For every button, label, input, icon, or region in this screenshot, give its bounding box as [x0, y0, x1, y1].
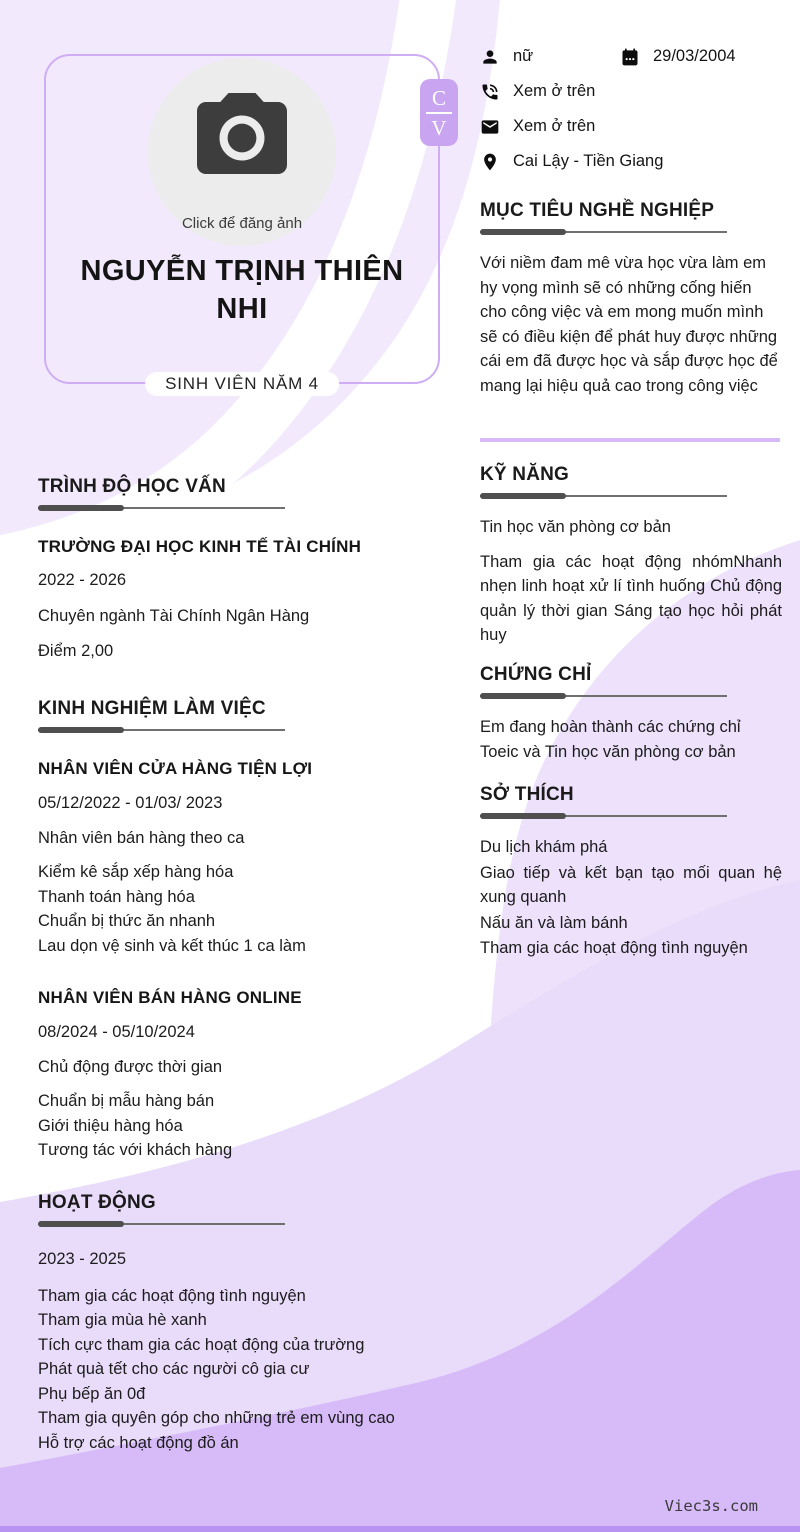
job-duty: Chuẩn bị mẫu hàng bán: [38, 1092, 215, 1110]
section-rule: [480, 493, 727, 499]
section-activities: [38, 1192, 428, 1455]
section-experience: [38, 698, 428, 1163]
photo-caption: Click để đăng ảnh: [181, 215, 303, 232]
job-period: 05/12/2022 - 01/03/ 2023: [38, 794, 223, 812]
section-title-experience: KINH NGHIỆM LÀM VIỆC: [38, 698, 266, 719]
job-duty-list: [38, 1089, 428, 1163]
hobby-list: [480, 835, 782, 961]
education-period: 2022 - 2026: [38, 571, 127, 589]
address-value: Cai Lậy - Tiền Giang: [513, 152, 664, 170]
section-title-certificates: CHỨNG CHỈ: [480, 664, 592, 685]
job-role: NHÂN VIÊN BÁN HÀNG ONLINE: [38, 988, 302, 1007]
job-entry: [38, 759, 428, 958]
activities-period: 2023 - 2025: [38, 1250, 127, 1268]
contact-row-address: [480, 151, 782, 172]
job-period: 08/2024 - 05/10/2024: [38, 1023, 195, 1041]
email-value: Xem ở trên: [513, 117, 596, 135]
cv-badge-letter-v: V: [431, 115, 447, 140]
section-rule: [480, 229, 727, 235]
education-gpa: Điểm 2,00: [38, 642, 114, 660]
hobby-item: Nấu ăn và làm bánh: [480, 913, 628, 932]
job-summary: Chủ động được thời gian: [38, 1057, 223, 1076]
job-duty: Chuẩn bị thức ăn nhanh: [38, 912, 216, 930]
section-rule: [38, 727, 285, 733]
profile-card: [44, 54, 447, 393]
job-entry: [38, 988, 428, 1163]
location-pin-icon: [480, 152, 500, 172]
section-rule: [38, 1221, 285, 1227]
activity-list: [38, 1284, 428, 1456]
contact-row-email: [480, 116, 782, 137]
contact-row-phone: [480, 81, 782, 102]
cv-badge-letter-c: C: [431, 85, 446, 110]
birthday-cell: [620, 47, 736, 67]
hobby-item: Giao tiếp và kết bạn tạo mối quan hệ xung quanh: [480, 863, 782, 906]
section-title-skills: KỸ NĂNG: [480, 464, 570, 485]
section-title-education: TRÌNH ĐỘ HỌC VẤN: [38, 476, 226, 497]
job-duty: Tương tác với khách hàng: [38, 1141, 233, 1159]
section-objective: [480, 200, 782, 398]
section-education: [38, 476, 428, 664]
skill-item: Tin học văn phòng cơ bản: [480, 518, 671, 536]
job-role: NHÂN VIÊN CỬA HÀNG TIỆN LỢI: [38, 759, 313, 778]
calendar-icon: [620, 47, 640, 67]
contact-info: [480, 46, 782, 172]
section-title-objective: MỤC TIÊU NGHỀ NGHIỆP: [480, 200, 715, 221]
section-title-activities: HOẠT ĐỘNG: [38, 1192, 156, 1213]
section-skills: [480, 464, 782, 648]
activity-item: Tham gia mùa hè xanh: [38, 1311, 207, 1329]
cv-badge-divider: [426, 112, 452, 114]
job-duty: Giới thiệu hàng hóa: [38, 1116, 183, 1135]
camera-icon: [188, 84, 296, 192]
section-title-hobbies: SỞ THÍCH: [480, 784, 574, 805]
job-duty: Kiểm kê sắp xếp hàng hóa: [38, 863, 234, 881]
section-rule: [480, 693, 727, 699]
birthday-value: 29/03/2004: [653, 47, 736, 65]
job-summary: Nhân viên bán hàng theo ca: [38, 828, 245, 847]
certificate-text: Em đang hoàn thành các chứng chỉ Toeic và Tin học văn phòng cơ bản: [480, 718, 741, 761]
section-certificates: [480, 664, 782, 764]
activity-item: Phụ bếp ăn 0đ: [38, 1384, 146, 1403]
activity-item: Tham gia các hoạt động tình nguyện: [38, 1286, 306, 1305]
photo-upload-placeholder[interactable]: [148, 58, 336, 246]
brand-watermark: Viec3s.com: [664, 1497, 758, 1515]
job-duty: Lau dọn vệ sinh và kết thúc 1 ca làm: [38, 936, 306, 955]
email-icon: [480, 117, 500, 137]
gender-value: nữ: [513, 47, 534, 65]
contact-row-gender-birthday: [480, 46, 782, 67]
hobby-item: Tham gia các hoạt động tình nguyện: [480, 939, 748, 957]
phone-value: Xem ở trên: [513, 82, 596, 100]
candidate-name: NGUYỄN TRỊNH THIÊN NHI: [80, 255, 404, 325]
job-duty-list: [38, 860, 428, 958]
skill-item: Tham gia các hoạt động nhómNhanh nhẹn linh hoạt xử lí tình huống Chủ động quản lý thời gian Sáng tạo học hỏi phát huy: [480, 552, 782, 644]
activity-item: Tham gia quyên góp cho những trẻ em vùng cao: [38, 1409, 395, 1427]
activity-item: Tích cực tham gia các hoạt động của trường: [38, 1335, 365, 1354]
activity-item: Phát quà tết cho các người cô gia cư: [38, 1360, 310, 1378]
cv-badge: [420, 79, 458, 146]
hobby-item: Du lịch khám phá: [480, 838, 608, 856]
section-divider: [480, 438, 780, 442]
objective-text: Với niềm đam mê vừa học vừa làm em hy vọng mình sẽ có những cống hiến cho công việc và em mong muốn mình sẽ có điều kiện để phát huy được những cái em đã được học và sắp được học để mang lại hiệu quả cao trong công việc: [480, 254, 778, 395]
activity-item: Hỗ trợ các hoạt động đồ án: [38, 1433, 239, 1452]
school-name: TRƯỜNG ĐẠI HỌC KINH TẾ TÀI CHÍNH: [38, 537, 362, 556]
section-rule: [38, 505, 285, 511]
phone-icon: [480, 82, 500, 102]
job-duty: Thanh toán hàng hóa: [38, 887, 195, 906]
section-hobbies: [480, 784, 782, 962]
candidate-subtitle: SINH VIÊN NĂM 4: [145, 372, 339, 396]
education-major: Chuyên ngành Tài Chính Ngân Hàng: [38, 606, 310, 625]
section-rule: [480, 813, 727, 819]
person-icon: [480, 47, 500, 67]
